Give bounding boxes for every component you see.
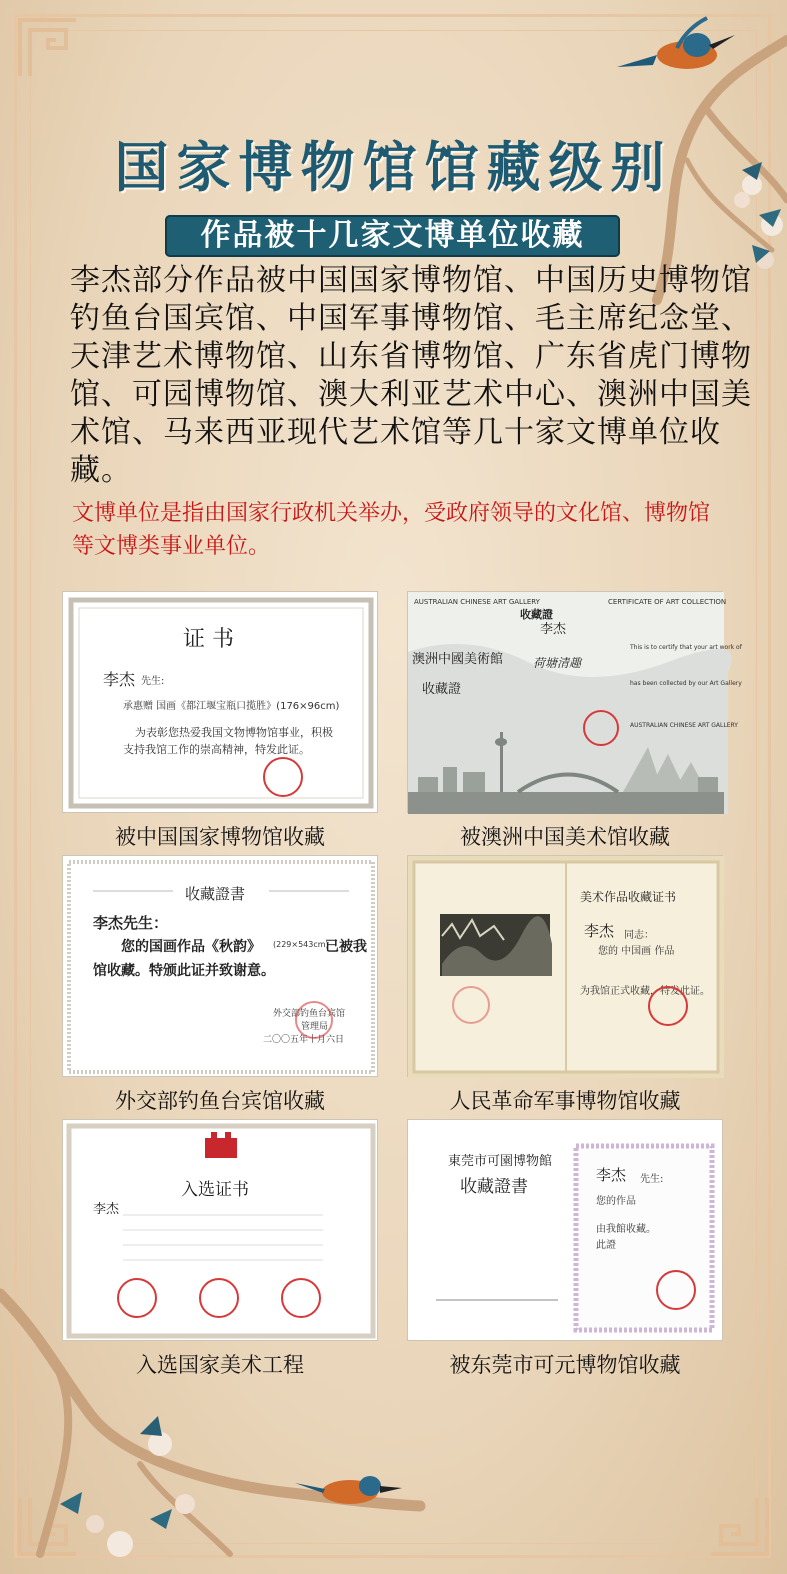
red-seal-icon bbox=[583, 710, 619, 746]
certificate-line: 为表彰您热爱我国文物博物馆事业，积极 bbox=[135, 726, 333, 739]
certificate-caption: 被中国国家博物馆收藏 bbox=[115, 825, 325, 849]
certificate-card bbox=[62, 855, 378, 1115]
certificate-image bbox=[62, 855, 378, 1077]
certificate-gallery: 澳洲中國美術館 bbox=[412, 652, 504, 667]
certificate-card bbox=[62, 591, 378, 851]
certificate-image bbox=[62, 1119, 378, 1341]
red-seal-icon bbox=[199, 1278, 239, 1318]
certificate-name: 李杰 bbox=[540, 622, 567, 637]
certificate-name: 李杰 bbox=[596, 1166, 627, 1184]
certificate-image bbox=[407, 855, 723, 1077]
certificate-line: 承惠赠 国画《都江堰宝瓶口揽胜》(176×96cm) bbox=[123, 701, 340, 712]
certificate-header-left: AUSTRALIAN CHINESE ART GALLERY bbox=[414, 598, 540, 606]
certificate-heading: 入选证书 bbox=[181, 1180, 249, 1200]
certificate-line: 此證 bbox=[596, 1240, 616, 1251]
certificate-honorific: 先生: bbox=[141, 676, 165, 687]
certificate-line: 馆收藏。特颁此证并致谢意。 bbox=[93, 963, 275, 979]
red-seal-icon bbox=[281, 1278, 321, 1318]
certificate-subheading: 收藏證 bbox=[422, 682, 462, 697]
certificate-size: (229×543cm) bbox=[273, 940, 329, 949]
certificate-header-right: CERTIFICATE OF ART COLLECTION bbox=[608, 598, 727, 606]
intro-paragraph: 李杰部分作品被中国国家博物馆、中国历史博物馆钓鱼台国宾馆、中国军事博物馆、毛主席纪念堂、天津艺术博物馆、山东省博物馆、广东省虎门博物馆、可园博物馆、澳大利亚艺术中心、澳洲中国美术馆、马来西亚现代艺术馆等几十家文博单位收藏。 bbox=[70, 263, 752, 488]
certificate-line: 已被我 bbox=[325, 939, 367, 955]
certificate-english: has been collected by our Art Gallery bbox=[630, 680, 742, 687]
certificate-line: 您的国画作品《秋韵》 bbox=[121, 939, 261, 955]
certificate-name: 李杰 bbox=[93, 1202, 120, 1217]
certificate-heading: 收藏證書 bbox=[185, 885, 246, 903]
certificate-image bbox=[407, 1119, 723, 1341]
subtitle-text: 作品被十几家文博单位收藏 bbox=[200, 218, 585, 253]
certificate-honorific: 同志： bbox=[624, 930, 654, 941]
red-seal-icon bbox=[117, 1278, 157, 1318]
certificate-image bbox=[62, 591, 378, 813]
certificate-caption: 入选国家美术工程 bbox=[136, 1353, 304, 1377]
certificate-work-title: 荷塘清趣 bbox=[533, 656, 582, 670]
certificate-date: 二〇〇五年十月六日 bbox=[263, 1035, 345, 1045]
certificate-museum: 東莞市可園博物館 bbox=[448, 1154, 553, 1169]
certificate-image bbox=[407, 591, 742, 813]
certificate-english: This is to certify that your art work of bbox=[630, 644, 742, 651]
certificate-english: AUSTRALIAN CHINESE ART GALLERY bbox=[630, 722, 738, 729]
certificate-card bbox=[407, 1119, 723, 1379]
note-paragraph: 文博单位是指由国家行政机关举办，受政府领导的文化馆、博物馆等文博类事业单位。 bbox=[72, 501, 711, 559]
red-seal-icon bbox=[648, 986, 688, 1026]
certificate-line: 您的作品 bbox=[596, 1196, 636, 1207]
red-seal-icon bbox=[263, 757, 303, 797]
certificate-caption: 被澳洲中国美术馆收藏 bbox=[460, 825, 670, 849]
certificate-signature: 管理局 bbox=[301, 1022, 329, 1032]
certificate-name: 李杰先生： bbox=[93, 914, 169, 932]
certificate-heading: 收藏證 bbox=[520, 608, 553, 621]
subtitle-banner bbox=[165, 215, 620, 257]
certificate-line: 支持我馆工作的崇高精神，特发此证。 bbox=[123, 743, 310, 756]
certificate-name: 李杰 bbox=[584, 922, 615, 940]
certificate-heading: 美术作品收藏证书 bbox=[580, 890, 677, 904]
page-title: 国家博物馆馆藏级别 bbox=[114, 135, 673, 199]
corner-ornament-icon bbox=[18, 18, 78, 78]
red-seal-icon bbox=[452, 986, 490, 1024]
certificate-book-icon bbox=[408, 856, 724, 1078]
certificate-card bbox=[62, 1119, 378, 1379]
certificate-card bbox=[407, 855, 723, 1115]
certificate-signature: 外交部钓鱼台宾馆 bbox=[273, 1009, 346, 1019]
certificate-caption: 人民革命军事博物馆收藏 bbox=[449, 1089, 681, 1113]
red-seal-icon bbox=[295, 1001, 333, 1039]
certificate-line: 为我馆正式收藏，特发此证。 bbox=[580, 986, 710, 997]
corner-ornament-icon bbox=[709, 1496, 769, 1556]
certificate-card bbox=[407, 591, 742, 851]
certificate-heading: 证 书 bbox=[183, 627, 234, 652]
certificate-caption: 外交部钓鱼台宾馆收藏 bbox=[115, 1089, 325, 1113]
certificate-name: 李杰 bbox=[103, 670, 136, 689]
certificate-honorific: 先生: bbox=[640, 1174, 664, 1185]
certificate-line: 由我館收藏。 bbox=[596, 1224, 656, 1235]
certificate-heading: 收藏證書 bbox=[460, 1177, 528, 1197]
certificate-caption: 被东莞市可元博物馆收藏 bbox=[449, 1353, 681, 1377]
red-seal-icon bbox=[656, 1270, 696, 1310]
certificate-line: 您的 中国画 作品 bbox=[598, 946, 675, 957]
